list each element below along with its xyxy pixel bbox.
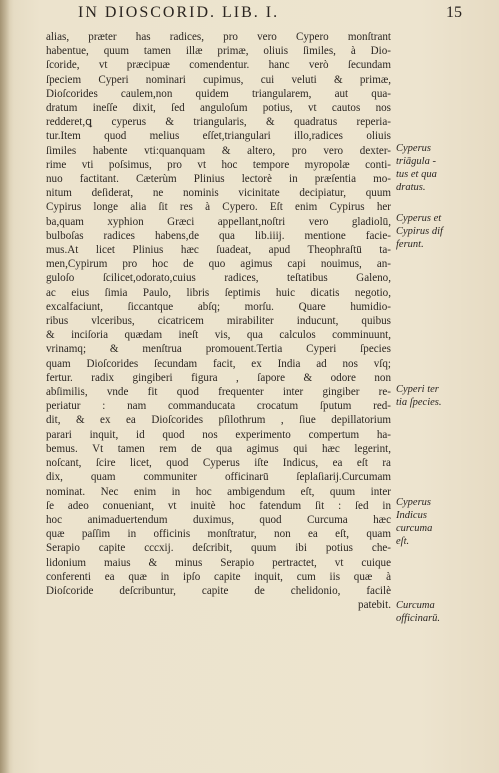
margin-note-line: Cyperus <box>396 143 431 154</box>
text-line: dit, & ex ea Dioſcorides pſilothrum , ſiue depillatorium <box>46 414 391 427</box>
margin-note-cyperus-triangulatus <box>396 142 492 194</box>
text-line: & inciſoria quædam ineſt vis, qua calculos comminuunt, <box>46 329 391 342</box>
margin-note-line: tia ſpecies. <box>396 397 442 408</box>
running-head: IN DIOSCORID. LIB. I. <box>78 4 280 21</box>
text-line: conferenti ea quæ in ipſo capite inquit, cum iis quæ à <box>46 570 391 583</box>
text-line: ſcoride, vt præcipuæ comendentur. hanc verò ſecundam <box>46 59 391 72</box>
text-line: hoc animaduertendum duximus, quod Curcuma hæc <box>46 513 391 526</box>
text-line: ſimiles habente vti:quanquam & altero, pro vero dexter- <box>46 144 391 157</box>
text-line: dratum ineſſe dixit, ſed anguloſum potius, vt cautos nos <box>46 102 391 115</box>
text-line: excalfaciunt, ſiccantque abſq; morſu. Quare humidio- <box>46 300 391 313</box>
margin-note-line: tus et qua <box>396 169 437 180</box>
text-line: Serapio capite cccxij. deſcribit, quum ibi potius che- <box>46 542 391 555</box>
text-line: redderet,ꝗ cyperus & triangularis, & quadratus reperia- <box>46 116 391 129</box>
text-line: alias, præter has radices, pro vero Cypero monſtrant <box>46 31 391 43</box>
text-line: periatur : nam commanducata crocatum ſputum red- <box>46 400 391 413</box>
text-line: men,Cypirum pro hoc de quo agimus capi nouimus, an- <box>46 258 391 271</box>
margin-note-line: triāgula - <box>396 156 436 167</box>
text-line: fertur. radix gingiberi figura , ſapore & odore non <box>46 371 391 384</box>
text-line: Cypirus longe alia ſit res à Cypero. Eſt enim Cypirus her <box>46 201 391 214</box>
margin-note-line: eſt. <box>396 536 410 547</box>
text-line: quam Dioſcorides ſecundam facit, ex India ad nos vſq; <box>46 357 391 370</box>
page-header <box>0 4 499 28</box>
margin-note-line: curcuma <box>396 523 433 534</box>
text-line: nitum deſiderat, ne nominis vicinitate decipiatur, quum <box>46 187 391 200</box>
margin-note-cyperi-tertia <box>396 383 492 409</box>
spine-shadow <box>0 0 10 773</box>
margin-note-cyperus-indicus <box>396 496 492 548</box>
text-line: quæ paſſim in officinis monſtratur, non ea eſt, quam <box>46 528 391 541</box>
margin-note-line: Cyperus et <box>396 213 442 224</box>
text-line: nuo factitant. Cæterùm Plinius lectorè in præſentia mo- <box>46 173 391 186</box>
page-number: 15 <box>446 4 462 21</box>
text-line: ba,quam xyphion Græci appellant,noſtri vero gladiolū, <box>46 215 391 228</box>
text-line: habentue, quum tamen illæ primæ, oliuis ſimiles, à Dio- <box>46 45 391 58</box>
margin-note-cyperus-cypirus <box>396 212 492 251</box>
text-line: ſe adeo conueniant, vt inuitè hoc fatendum ſit : ſed in <box>46 499 391 512</box>
margin-note-line: Cyperus <box>396 497 431 508</box>
text-line: bulboſas radices habens,de qua lib.iiij. mentione facie- <box>46 229 391 242</box>
text-line: Dioſcorides caulem,non quidem triangularem, aut qua- <box>46 87 391 100</box>
text-line: lidonium maius & minus Serapio pertractet, vt cuique <box>46 556 391 569</box>
text-line: abſimilis, vnde fit quod frequenter inter gingiber re- <box>46 386 391 399</box>
margin-note-line: officinarū. <box>396 613 441 624</box>
text-line: ſpeciem Cyperi nominari cupimus, cui veluti & primæ, <box>46 73 391 86</box>
text-line: dix, quam communiter officinarū ſeplaſiarij.Curcumam <box>46 471 391 484</box>
text-line: mus.At licet Plinius hæc ſuadeat, apud Theophraſtū ta- <box>46 244 391 257</box>
body-text <box>46 30 391 612</box>
text-line: vrinamq; & menſtrua promouent.Tertia Cyperi ſpecies <box>46 343 391 356</box>
text-line: bemus. Vt tamen rem de qua agimus qui hæc legerint, <box>46 442 391 455</box>
margin-note-curcuma-officinarum <box>396 599 492 625</box>
text-line: guloſo ſcilicet,odorato,cuius radices, teſtatibus Galeno, <box>46 272 391 285</box>
text-line: patebit. <box>358 599 391 612</box>
text-line: tur.Item quod melius eſſet,triangulari illo,radices oliuis <box>46 130 391 143</box>
margin-note-line: Curcuma <box>396 600 435 611</box>
text-line: noſcant, ſcire licet, quod Cyperus iſte Indicus, ea eſt ra <box>46 457 391 470</box>
text-line: nominat. Nec enim in hoc ambigendum eſt, quum inter <box>46 485 391 498</box>
margin-note-line: Indicus <box>396 510 427 521</box>
text-line: ac eius ſimia Paulo, libris ſeptimis huic dicatis negotio, <box>46 286 391 299</box>
margin-note-line: Cypirus dif <box>396 226 443 237</box>
text-line: parari inquit, id quod nos experimento compertum ha- <box>46 428 391 441</box>
margin-note-line: dratus. <box>396 182 426 193</box>
text-line: rime vti poſsimus, pro vt hoc tempore myropolæ conti- <box>46 158 391 171</box>
margin-note-line: ferunt. <box>396 239 424 250</box>
text-line: ribus vlceribus, cicatricem mirabiliter inducunt, quibus <box>46 315 391 328</box>
text-line: Dioſcoride deſcribuntur, capite de chelidonio, facilè <box>46 584 391 597</box>
margin-note-line: Cyperi ter <box>396 384 439 395</box>
